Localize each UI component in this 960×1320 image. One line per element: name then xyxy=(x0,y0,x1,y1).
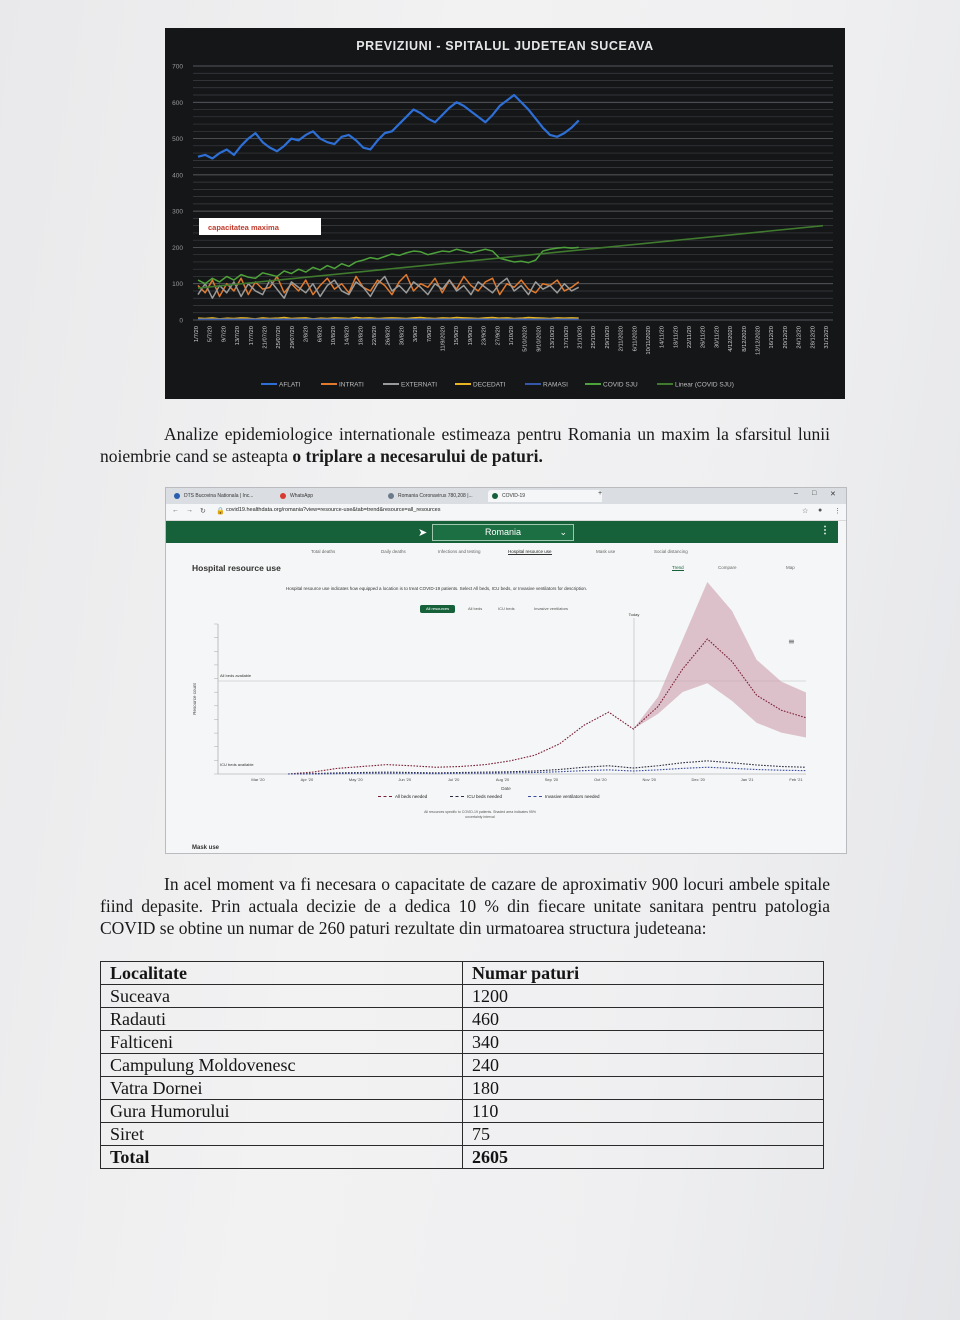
x-tick-label: 26/8/20 xyxy=(385,326,392,346)
paragraph-forecast-text: Analize epidemiologice internationale estimeaza pentru Romania un maxim la sfarsitul lunii noiembrie cand se asteapta xyxy=(100,424,830,466)
table-cell: 180 xyxy=(463,1077,824,1100)
close-icon[interactable]: ✕ xyxy=(830,491,836,498)
paragraph-capacity xyxy=(100,873,830,939)
table-header-row xyxy=(101,962,824,985)
x-tick-label: 21/10/20 xyxy=(577,326,584,349)
legend-label: ICU beds needed xyxy=(467,794,503,799)
chart-title: PREVIZIUNI - SPITALUL JUDETEAN SUCEAVA xyxy=(356,39,654,53)
tab-label: WhatsApp xyxy=(290,493,314,499)
x-tick-label: 2/11/2020 xyxy=(618,326,625,352)
tab-label: Romania Coronavirus 780,208 |... xyxy=(398,493,473,499)
x-tick-label: 13/10/20 xyxy=(550,326,557,349)
table-total-label: Total xyxy=(101,1146,463,1169)
x-tick-label: 2/8/20 xyxy=(303,326,310,343)
table-row xyxy=(101,1100,824,1123)
table-cell: Gura Humorului xyxy=(101,1100,463,1123)
legend-label: Invasive ventilators needed xyxy=(545,794,600,799)
chart-footnote: All resources specific to COVID-19 patients. Shaded area indicates 95% uncertainty interval xyxy=(424,810,536,819)
table-cell: Vatra Dornei xyxy=(101,1077,463,1100)
table-cell: Radauti xyxy=(101,1008,463,1031)
site-menu-icon[interactable]: ⋮ xyxy=(820,525,830,536)
table-cell: Siret xyxy=(101,1123,463,1146)
table-row xyxy=(101,985,824,1008)
x-tick-label: 29/10/20 xyxy=(604,326,611,349)
y-tick-label: 400 xyxy=(172,172,183,180)
x-tick-label: Mar '20 xyxy=(251,777,265,782)
x-tick-label: 14/8/20 xyxy=(344,326,351,346)
table-cell: Falticeni xyxy=(101,1031,463,1054)
x-tick-label: Dec '20 xyxy=(691,777,705,782)
x-tick-label: 20/12/20 xyxy=(782,326,789,349)
nav-tab-infections[interactable]: Infections and testing xyxy=(438,549,481,554)
legend-swatch xyxy=(528,796,542,797)
x-tick-label: 15/9/20 xyxy=(454,326,461,346)
location-arrow-icon: ➤ xyxy=(418,527,428,539)
x-tick-label: 1/7/20 xyxy=(194,326,200,343)
x-tick-label: Apr '20 xyxy=(300,777,314,782)
x-tick-label: 30/8/20 xyxy=(399,326,406,346)
x-tick-label: 14/11/20 xyxy=(659,326,666,349)
next-section-title: Mask use xyxy=(192,845,220,851)
section-title: Hospital resource use xyxy=(192,563,281,573)
x-tick-label: 29/07/20 xyxy=(289,326,296,349)
x-tick-label: 23/9/20 xyxy=(481,326,488,346)
new-tab-icon[interactable]: + xyxy=(598,490,603,497)
y-tick-label: 200 xyxy=(172,244,183,252)
legend-item-icu-beds xyxy=(450,794,502,799)
table-header-cell: Localitate xyxy=(101,962,463,985)
x-tick-label: 9/7/20 xyxy=(221,326,228,343)
x-tick-label: 22/8/20 xyxy=(372,326,379,346)
table-row xyxy=(101,1077,824,1100)
x-tick-label: Sep '20 xyxy=(544,777,559,782)
table-row xyxy=(101,1008,824,1031)
back-icon[interactable]: ← xyxy=(172,507,179,514)
series-line-aflati xyxy=(198,95,579,158)
x-tick-label: 30/11/20 xyxy=(714,326,721,349)
x-tick-label: 1/10/20 xyxy=(509,326,515,346)
x-tick-label: 25/07/20 xyxy=(276,326,283,349)
y-axis-label: Resource count xyxy=(192,683,197,715)
x-tick-label: 17/10/20 xyxy=(563,326,570,349)
icu-beds-available-label: ICU beds available xyxy=(220,762,254,767)
series-line-linear-covid-sju- xyxy=(198,226,823,288)
section-description: Hospital resource use indicates how equipped a location is to treat COVID-19 patients. Select All beds, ICU beds, or Invasive ventilators for description. xyxy=(286,586,588,591)
legend-label: Linear (COVID SJU) xyxy=(675,381,734,389)
table-row xyxy=(101,1054,824,1077)
x-tick-label: 28/12/20 xyxy=(810,326,817,349)
view-trend-button[interactable]: Trend xyxy=(672,565,684,570)
legend-swatch xyxy=(378,796,392,797)
uncertainty-band xyxy=(633,582,806,737)
x-tick-label: Jan '21 xyxy=(740,777,754,782)
legend-label: All beds needed xyxy=(395,794,428,799)
maximize-icon[interactable]: □ xyxy=(812,490,817,497)
x-tick-label: May '20 xyxy=(348,777,363,782)
resource-use-chart xyxy=(166,488,846,853)
x-tick-label: 5/10/2020 xyxy=(522,326,529,352)
x-tick-label: 13/7/20 xyxy=(235,326,242,346)
x-tick-label: 18/8/20 xyxy=(358,326,365,346)
legend-item-ventilators xyxy=(528,794,600,799)
nav-tab-total-deaths[interactable]: Total deaths xyxy=(311,549,336,554)
x-tick-label: 3/9/20 xyxy=(413,326,420,343)
table-cell: 1200 xyxy=(463,985,824,1008)
tab-label: COVID-19 xyxy=(502,493,526,499)
x-tick-label: 11/9/2020 xyxy=(440,326,447,352)
pill-invasive-ventilators[interactable]: Invasive ventilators xyxy=(534,606,569,611)
x-tick-label: Jul '20 xyxy=(447,777,460,782)
y-tick-label: 0 xyxy=(179,317,183,325)
legend-label: INTRATI xyxy=(339,381,364,389)
legend-swatch xyxy=(450,796,464,797)
legend-label: EXTERNATI xyxy=(401,381,437,389)
table-cell: Campulung Moldovenesc xyxy=(101,1054,463,1077)
series-line-covid-sju xyxy=(198,247,579,283)
table-cell: 240 xyxy=(463,1054,824,1077)
tab-label: DTS Bucovina Nationala | Inc... xyxy=(184,493,254,499)
legend-label: RAMASI xyxy=(543,381,568,389)
capacity-annotation-label: capacitatea maxima xyxy=(208,223,279,232)
y-tick-label: 300 xyxy=(172,208,183,216)
y-tick-label: 100 xyxy=(172,281,183,289)
x-tick-label: 5/7/20 xyxy=(207,326,214,343)
pill-all-resources[interactable]: All resources xyxy=(420,605,455,613)
location-select-value: Romania xyxy=(484,527,522,537)
browser-screenshot xyxy=(165,487,847,854)
paragraph-capacity-text: In acel moment va fi necesara o capacitate de cazare de aproximativ 900 locuri ambele spitale fiind depasite. Prin actuala decizie de a dedica 10 % din fiecare unitate sanitara pentru patologia COVID se obtine un numar de 260 paturi rezultate din urmatoarea structura judeteana: xyxy=(100,874,830,938)
table-cell: Suceava xyxy=(101,985,463,1008)
view-compare-button[interactable]: Compare xyxy=(718,565,737,570)
y-tick-label: 600 xyxy=(172,99,183,107)
x-tick-label: Nov '20 xyxy=(642,777,656,782)
x-tick-label: Jun '20 xyxy=(398,777,412,782)
menu-icon[interactable]: ⋮ xyxy=(834,508,841,515)
pill-icu-beds[interactable]: ICU beds xyxy=(498,606,515,611)
x-tick-label: Aug '20 xyxy=(495,777,510,782)
paragraph-forecast-bold: o triplare a necesarului de paturi. xyxy=(292,446,543,466)
x-tick-label: 31/12/20 xyxy=(824,326,830,349)
x-axis-label: Date xyxy=(501,786,511,791)
legend-item-all-beds xyxy=(378,794,427,799)
forecast-chart xyxy=(165,28,845,399)
x-tick-label: 10/11/2020 xyxy=(645,326,652,355)
x-tick-label: 12/12/2020 xyxy=(755,326,762,356)
table-cell: 460 xyxy=(463,1008,824,1031)
view-map-button[interactable]: Map xyxy=(786,565,795,570)
chevron-down-icon: ⌄ xyxy=(559,527,567,537)
reload-icon[interactable]: ↻ xyxy=(200,508,206,515)
x-tick-label: 17/7/20 xyxy=(248,326,255,346)
table-row xyxy=(101,1031,824,1054)
table-cell: 340 xyxy=(463,1031,824,1054)
profile-icon[interactable]: ● xyxy=(818,507,823,514)
x-tick-label: Feb '21 xyxy=(789,777,803,782)
legend-label: AFLATI xyxy=(279,381,301,389)
nav-tab-hospital-resource-use[interactable]: Hospital resource use xyxy=(508,549,552,554)
all-beds-available-label: All beds available xyxy=(220,673,252,678)
x-tick-label: 4/12/2020 xyxy=(728,326,735,352)
x-tick-label: 10/8/20 xyxy=(330,326,337,346)
forecast-chart-svg xyxy=(165,28,845,399)
pill-all-beds[interactable]: All beds xyxy=(468,606,483,611)
table-row xyxy=(101,1123,824,1146)
y-tick-label: 700 xyxy=(172,63,183,71)
x-tick-label: 7/9/20 xyxy=(426,326,433,343)
x-tick-label: 22/11/20 xyxy=(687,326,694,349)
x-tick-label: 26/11/20 xyxy=(700,326,707,349)
x-tick-label: 8/12/2020 xyxy=(741,326,748,352)
x-tick-label: 19/9/20 xyxy=(467,326,474,346)
today-label: Today xyxy=(628,612,640,617)
table-header-cell: Numar paturi xyxy=(463,962,824,985)
x-tick-label: 6/11/2020 xyxy=(632,326,639,352)
table-total-value: 2605 xyxy=(463,1146,824,1169)
nav-tab-daily-deaths[interactable]: Daily deaths xyxy=(381,549,406,554)
nav-tab-social-distancing[interactable]: Social distancing xyxy=(654,549,688,554)
legend-label: DECEDATI xyxy=(473,381,506,389)
url-field[interactable]: covid19.healthdata.org/romania?view=resource-use&tab=trend&resource=all_resources xyxy=(226,507,441,513)
paragraph-forecast xyxy=(100,423,830,467)
forward-icon[interactable]: → xyxy=(186,507,193,514)
legend-label: COVID SJU xyxy=(603,381,638,389)
x-tick-label: Oct '20 xyxy=(594,777,607,782)
x-tick-label: 24/12/20 xyxy=(796,326,803,349)
x-tick-label: 27/9/20 xyxy=(495,326,502,346)
table-total-row xyxy=(101,1146,824,1169)
x-tick-label: 6/8/20 xyxy=(317,326,324,343)
beds-table xyxy=(100,961,824,1169)
table-cell: 110 xyxy=(463,1100,824,1123)
x-tick-label: 9/10/2020 xyxy=(536,326,543,352)
x-tick-label: 16/12/20 xyxy=(769,326,776,349)
chart-menu-icon: ≡ xyxy=(788,637,795,646)
lock-icon: 🔒 xyxy=(216,508,225,515)
table-cell: 75 xyxy=(463,1123,824,1146)
y-tick-label: 500 xyxy=(172,136,183,144)
x-tick-label: 18/11/20 xyxy=(673,326,680,349)
x-tick-label: 25/10/20 xyxy=(591,326,598,349)
minimize-icon[interactable]: – xyxy=(794,490,798,497)
nav-tab-mask-use[interactable]: Mask use xyxy=(596,549,616,554)
x-tick-label: 21/07/20 xyxy=(262,326,269,349)
star-icon[interactable]: ☆ xyxy=(802,508,809,515)
